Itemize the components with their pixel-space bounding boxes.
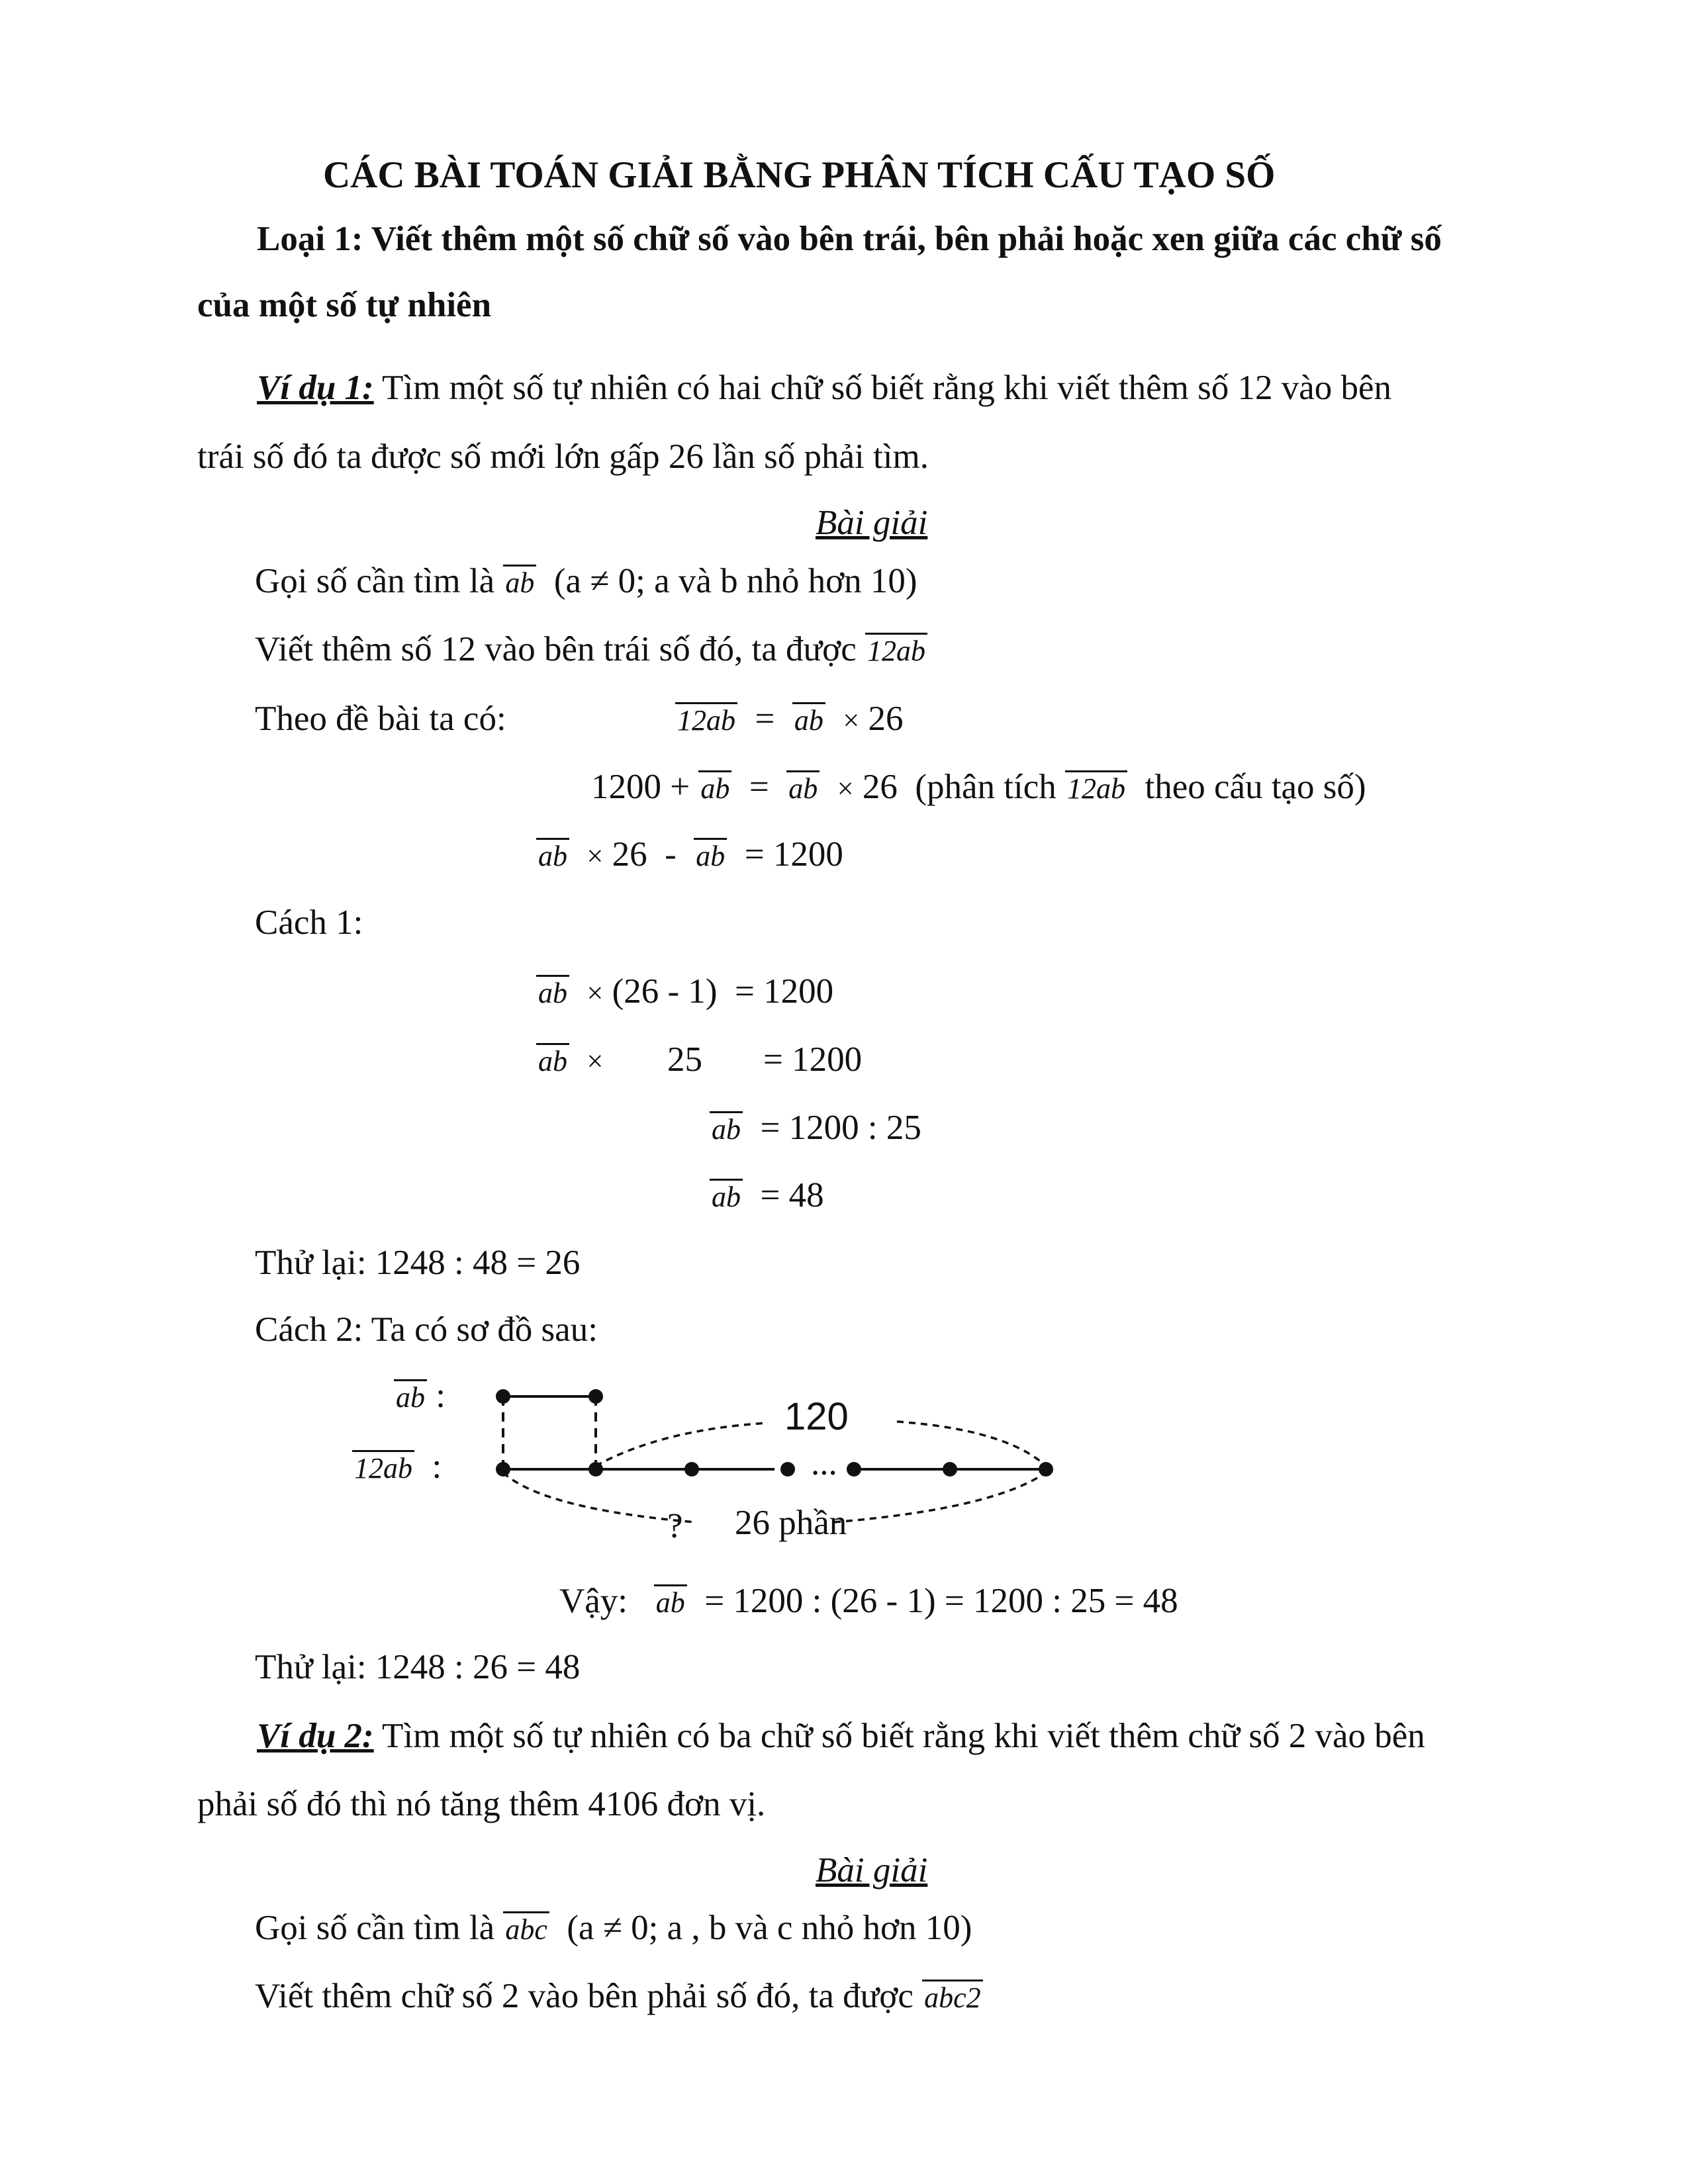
overline-abc2: abc2 <box>922 1979 983 2013</box>
cach1-line-1: ab × (26 - 1) = 1200 <box>536 974 833 1009</box>
example2-line1 <box>257 1719 1425 1754</box>
brace-120-right <box>897 1422 1046 1466</box>
theo-label: Theo đề bài ta có: <box>255 700 506 738</box>
dot <box>588 1389 603 1404</box>
dot <box>496 1389 510 1404</box>
diagram-label-ab: ab : <box>394 1379 445 1414</box>
cach1-label: Cách 1: <box>255 903 363 942</box>
cach1-line-4: ab = 48 <box>710 1178 824 1213</box>
diagram-question: ? <box>667 1507 683 1545</box>
dot <box>780 1462 795 1477</box>
cach1-line-2-value: 25 <box>667 1040 702 1079</box>
example2-line2: phải số đó thì nó tăng thêm 4106 đơn vị. <box>197 1785 766 1823</box>
write-line-1: Viết thêm số 12 vào bên trái số đó, ta được 12ab <box>255 632 927 667</box>
diagram-label-120: 120 <box>784 1395 849 1438</box>
dot <box>847 1462 861 1477</box>
eq-line-1: 12ab = ab × 26 <box>675 702 903 737</box>
thu-lai-1: Thử lại: 1248 : 48 = 26 <box>255 1244 581 1282</box>
example1-line1 <box>257 371 1391 406</box>
overline-ab: ab <box>503 565 536 598</box>
example1-text: Tìm một số tự nhiên có hai chữ số biết rằng khi viết thêm số 12 vào bên <box>373 369 1391 407</box>
dot <box>943 1462 957 1477</box>
thu-lai-2: Thử lại: 1248 : 26 = 48 <box>255 1648 581 1686</box>
brace-parts-left <box>503 1473 695 1522</box>
example2-text: Tìm một số tự nhiên có ba chữ số biết rằng khi viết thêm chữ số 2 vào bên <box>373 1717 1425 1755</box>
brace-parts-right <box>834 1473 1046 1522</box>
overline-abc: abc <box>503 1911 549 1945</box>
cach1-line-2-result: = 1200 <box>763 1040 863 1079</box>
dot <box>1039 1462 1053 1477</box>
brace-120-left <box>596 1423 768 1466</box>
example2-label: Ví dụ 2: <box>257 1717 374 1755</box>
example1-label: Ví dụ 1: <box>257 369 374 407</box>
call-line-1: Gọi số cần tìm là ab (a ≠ 0; a và b nhỏ hơn 10) <box>255 562 917 600</box>
dot <box>684 1462 699 1477</box>
cach1-line-3: ab = 1200 : 25 <box>710 1111 921 1146</box>
section-heading-line2: của một số tự nhiên <box>197 286 492 324</box>
dot <box>496 1462 510 1477</box>
section-heading-line1: Loại 1: Viết thêm một số chữ số vào bên trái, bên phải hoặc xen giữa các chữ số <box>257 220 1442 258</box>
overline-12ab: 12ab <box>865 633 927 666</box>
page-title: CÁC BÀI TOÁN GIẢI BẰNG PHÂN TÍCH CẤU TẠO SỐ <box>323 154 1276 196</box>
vay-line: Vậy: ab = 1200 : (26 - 1) = 1200 : 25 = 48 <box>559 1582 1178 1620</box>
write-line-2: Viết thêm chữ số 2 vào bên phải số đó, ta được abc2 <box>255 1979 983 2014</box>
example1-line2: trái số đó ta được số mới lớn gấp 26 lần số phải tìm. <box>197 437 929 476</box>
diagram-ellipsis: ... <box>811 1444 837 1482</box>
cach2-label: Cách 2: Ta có sơ đồ sau: <box>255 1310 598 1349</box>
diagram-label-12ab: 12ab : <box>352 1449 442 1484</box>
eq-line-2: 1200 + ab = ab × 26 (phân tích 12ab theo cấu tạo số) <box>591 768 1366 806</box>
eq-line-3: ab × 26 - ab = 1200 <box>536 837 843 872</box>
solution-heading-1: Bài giải <box>816 504 928 542</box>
cach1-line-2: ab × <box>536 1042 603 1077</box>
call-line-2: Gọi số cần tìm là abc (a ≠ 0; a , b và c nhỏ hơn 10) <box>255 1909 972 1947</box>
diagram-label-parts: 26 phần <box>735 1504 847 1542</box>
solution-heading-2: Bài giải <box>816 1851 928 1889</box>
